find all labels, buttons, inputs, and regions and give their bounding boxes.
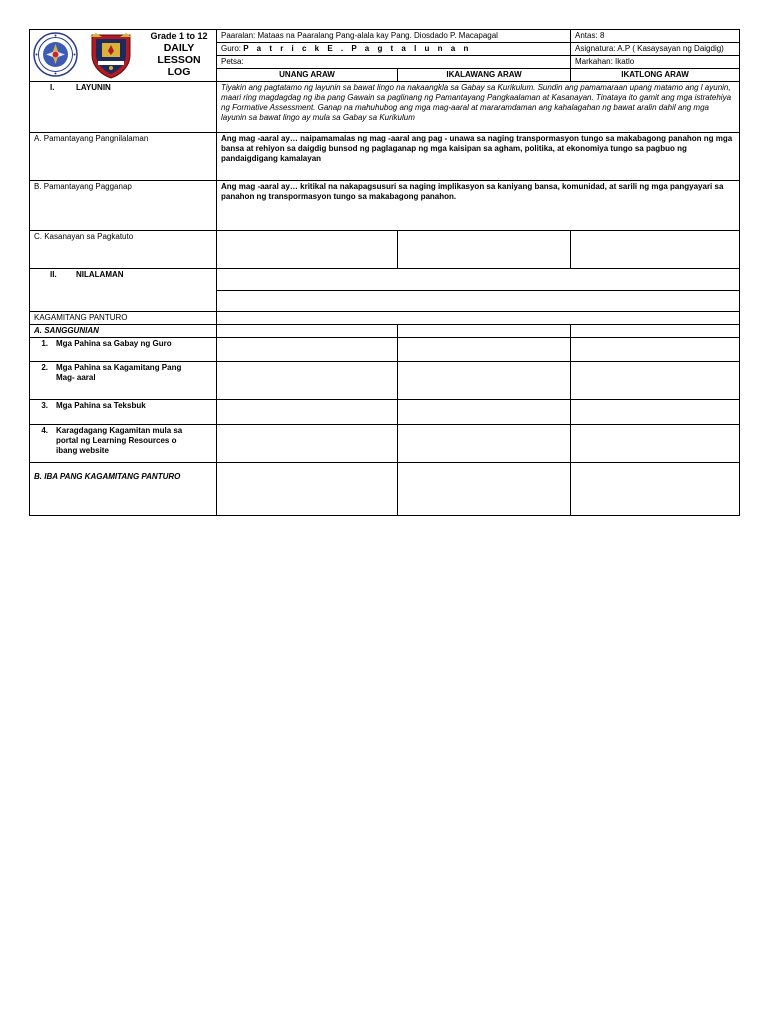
materials-cell[interactable] [217, 312, 740, 325]
ref3-label-cell [30, 400, 217, 425]
ref4-label: Karagdagang Kagamitan mula sa portal ng Learning Resources o ibang website [56, 426, 183, 455]
content-label-cell [30, 269, 217, 312]
header-logo-cell [30, 30, 217, 82]
grade-range: Grade 1 to 12 [150, 31, 208, 41]
objectives-number: I. [50, 83, 55, 92]
ref4-label-cell [30, 425, 217, 463]
ref2-label-cell [30, 362, 217, 400]
other-materials-label: B. IBA PANG KAGAMITANG PANTURO [30, 463, 217, 516]
ref4-number: 4. [41, 426, 48, 435]
daily-lesson-log-sheet [29, 29, 739, 511]
subject-value: A.P ( Kasaysayan ng Daigdig) [617, 44, 724, 53]
lesson-log-table [29, 29, 740, 516]
school-crest-icon [88, 31, 134, 79]
materials-label: KAGAMITANG PANTURO [30, 312, 217, 325]
school-label: Paaralan: [221, 31, 256, 40]
competency-day1-cell[interactable] [217, 231, 398, 269]
title-lesson: LESSON [157, 54, 201, 66]
ref1-label-cell [30, 338, 217, 362]
ref1-day1-cell[interactable] [217, 338, 398, 362]
grade-level-value: 8 [599, 31, 605, 40]
school-value: Mataas na Paaralang Pang-alala kay Pang. Diosdado P. Macapagal [257, 31, 498, 40]
ref2-day2-cell[interactable] [398, 362, 571, 400]
competency-label: C. Kasanayan sa Pagkatuto [30, 231, 217, 269]
grade-level-label: Antas: [575, 31, 598, 40]
ref2-number: 2. [41, 363, 48, 372]
references-day2-cell[interactable] [398, 325, 571, 338]
ref2-day3-cell[interactable] [571, 362, 740, 400]
ref3-day1-cell[interactable] [217, 400, 398, 425]
grade-title-block [142, 31, 216, 78]
objectives-text: Tiyakin ang pagtatamo ng layunin sa bawat lingo na nakaangkla sa Gabay sa Kurikulum. Sundin ang pamamaraan upang matamo ang l ayunin, maari ring magdagdag ng iba pang Gawain sa paglinang ng Pamantayang Pangkaalaman at Kasanayan. Tinataya ito gamit ang mga istratehiya ng Formative Assessment. Ganap na mahuhubog ang mga mag-aaral at mararamdaman ang kahalagahan ng bawat aralin dahil ang mga layunin sa bawat lingo ay mula sa Gabay sa Kurikulum [217, 82, 740, 133]
date-field [217, 56, 571, 69]
subject-field [571, 43, 740, 56]
title-log: LOG [167, 66, 191, 78]
teacher-value: P a t r i c k E . P a g t a l u n a n [243, 44, 472, 53]
ref4-day1-cell[interactable] [217, 425, 398, 463]
content-row2-cell[interactable] [217, 291, 740, 312]
ref1-day3-cell[interactable] [571, 338, 740, 362]
date-label: Petsa: [221, 57, 244, 66]
other-day3-cell[interactable] [571, 463, 740, 516]
ref3-day2-cell[interactable] [398, 400, 571, 425]
school-field [217, 30, 571, 43]
performance-standard-label: B. Pamantayang Pagganap [30, 181, 217, 231]
day2-header: IKALAWANG ARAW [398, 69, 571, 82]
ref1-number: 1. [41, 339, 48, 348]
day1-header: UNANG ARAW [217, 69, 398, 82]
content-standard-text: Ang mag -aaral ay… naipamamalas ng mag -aaral ang pag - unawa sa naging transpormasyon tungo sa makabagong panahon ng mga bansa at rehiyon sa daigdig bunsod ng paglaganap ng mga kaisipan sa agham, politika, at ekonomiya tungo sa pagbuo ng pandaigdigang kamalayan [217, 133, 740, 181]
day3-header: IKATLONG ARAW [571, 69, 740, 82]
other-day2-cell[interactable] [398, 463, 571, 516]
objectives-label-cell [30, 82, 217, 133]
objectives-label: LAYUNIN [76, 83, 111, 92]
ref3-label: Mga Pahina sa Teksbuk [56, 401, 146, 410]
ref4-day2-cell[interactable] [398, 425, 571, 463]
deped-seal-icon [33, 32, 78, 77]
ref1-day2-cell[interactable] [398, 338, 571, 362]
ref1-label: Mga Pahina sa Gabay ng Guro [56, 339, 172, 348]
references-label: A. SANGGUNIAN [30, 325, 217, 338]
subject-label: Asignatura: [575, 44, 616, 53]
ref2-label: Mga Pahina sa Kagamitang Pang Mag- aaral [56, 363, 182, 382]
quarter-value: Ikatlo [615, 57, 635, 66]
competency-day3-cell[interactable] [571, 231, 740, 269]
content-number: II. [50, 270, 57, 279]
references-day3-cell[interactable] [571, 325, 740, 338]
competency-day2-cell[interactable] [398, 231, 571, 269]
grade-level-field [571, 30, 740, 43]
title-daily: DAILY [163, 42, 195, 54]
content-standard-label: A. Pamantayang Pangnilalaman [30, 133, 217, 181]
quarter-field [571, 56, 740, 69]
ref3-number: 3. [41, 401, 48, 410]
quarter-label: Markahan: [575, 57, 613, 66]
content-label: NILALAMAN [76, 270, 124, 279]
ref4-day3-cell[interactable] [571, 425, 740, 463]
teacher-field [217, 43, 571, 56]
ref3-day3-cell[interactable] [571, 400, 740, 425]
ref2-day1-cell[interactable] [217, 362, 398, 400]
teacher-label: Guro: [221, 44, 242, 53]
other-day1-cell[interactable] [217, 463, 398, 516]
performance-standard-text: Ang mag -aaral ay… kritikal na nakapagsusuri sa naging implikasyon sa kaniyang bansa, komunidad, at sarili ng mga pangyayari sa panahon ng transpormasyon tungo sa makabagong panahon. [217, 181, 740, 231]
references-day1-cell[interactable] [217, 325, 398, 338]
content-row1-cell[interactable] [217, 269, 740, 291]
